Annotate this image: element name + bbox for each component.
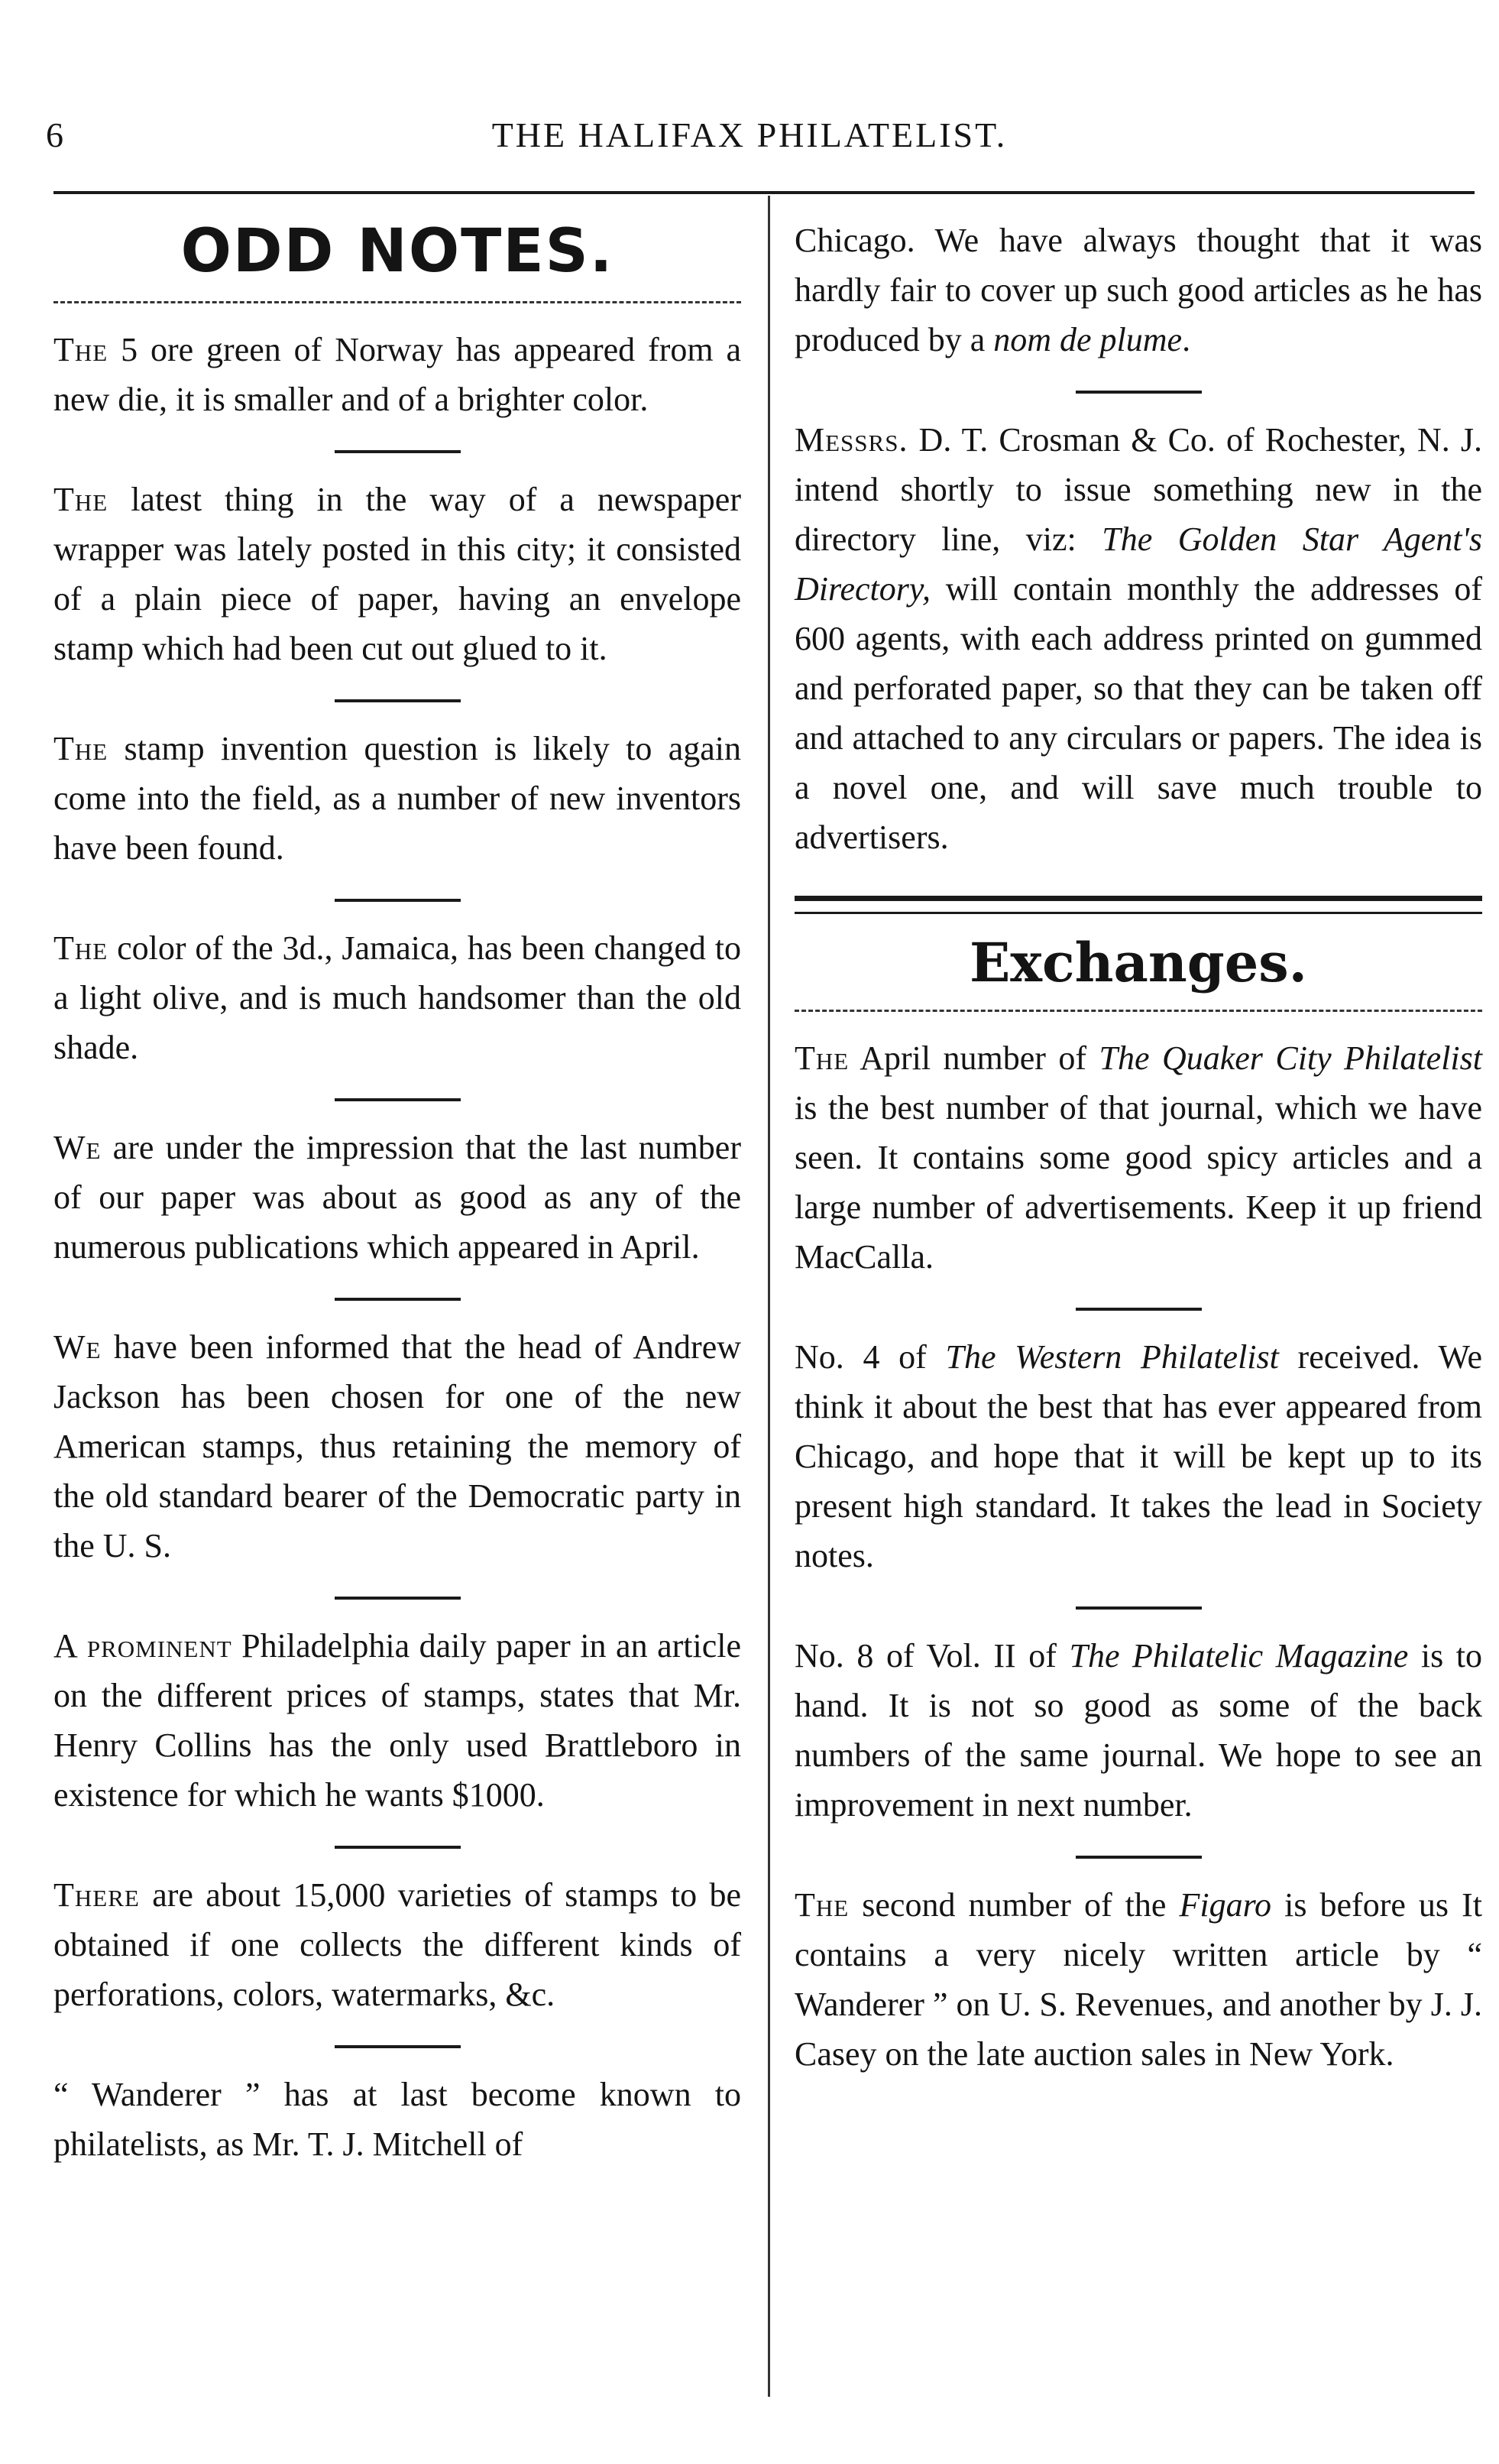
note-lead: The (795, 1039, 850, 1077)
exchange-paragraph (795, 1880, 1482, 2079)
page-header (0, 115, 1499, 168)
note-paragraph (53, 325, 741, 424)
note-lead: The (53, 481, 108, 518)
note-separator (335, 1597, 461, 1600)
right-column (795, 200, 1482, 2079)
note-separator (335, 1098, 461, 1101)
note-text: have been informed that the head of Andrew Jackson has been chosen for one of the new American stamps, thus retaining the memory of the old standard bearer of the Democratic party in the U. S. (53, 1328, 741, 1564)
note-lead: Messrs. (795, 421, 908, 459)
text-run: No. 4 of (795, 1338, 946, 1376)
note-lead: The (53, 331, 108, 368)
exchange-paragraph (795, 1631, 1482, 1830)
crosman-paragraph (795, 415, 1482, 862)
note-paragraph (53, 923, 741, 1072)
section-title-exchanges: Exchanges. (969, 931, 1308, 994)
page-number: 6 (46, 115, 63, 154)
title-rule (795, 1010, 1482, 1012)
note-text: color of the 3d., Jamaica, has been changed to a light olive, and is much handsomer than the old shade. (53, 929, 741, 1066)
note-lead: We (53, 1129, 102, 1166)
note-lead: A prominent (53, 1627, 232, 1665)
text-run: received. We think it about the best that has ever appeared from Chicago, and hope that it will be kept up to its present high standard. It takes the lead in Society notes. (795, 1338, 1482, 1574)
text-run: . (1182, 321, 1191, 358)
text-run: Chicago. We have always thought that it was hardly fair to cover up such good articles as he has produced by a (795, 222, 1482, 358)
exchange-paragraph (795, 1332, 1482, 1581)
note-text: 5 ore green of Norway has appeared from a new die, it is smaller and of a brighter color. (53, 331, 741, 418)
note-separator (1076, 1606, 1202, 1610)
note-paragraph (53, 724, 741, 873)
note-separator (335, 699, 461, 702)
note-lead: The (53, 929, 108, 967)
note-text: Philadelphia daily paper in an article on the different prices of stamps, states that Mr. Henry Collins has the only used Brattleboro in existence for which he wants $1000. (53, 1627, 741, 1814)
text-run: is before us It contains a very nicely written article by “ Wanderer ” on U. S. Revenues, and another by J. J. Casey on the late auction sales in New York. (795, 1886, 1482, 2073)
text-run: April number of (849, 1039, 1099, 1077)
text-run: is the best number of that journal, which we have seen. It contains some good spicy articles and a large number of advertisements. Keep it up friend MacCalla. (795, 1089, 1482, 1276)
note-separator (1076, 391, 1202, 394)
note-lead: The (795, 1886, 850, 1924)
title-rule (53, 301, 741, 303)
text-run: No. 8 of Vol. II of (795, 1637, 1070, 1675)
note-lead: There (53, 1876, 140, 1914)
note-paragraph (53, 1123, 741, 1272)
note-separator (335, 2045, 461, 2048)
exchange-paragraph (795, 1033, 1482, 1282)
section-title-odd-notes: ODD NOTES. (180, 217, 614, 286)
continued-paragraph (795, 216, 1482, 365)
text-run: is to hand. It is not so good as some of the back numbers of the same journal. We hope to see an improvement in next number. (795, 1637, 1483, 1824)
note-text: latest thing in the way of a newspaper wrapper was lately posted in this city; it consisted of a plain piece of paper, having an envelope stamp which had been cut out glued to it. (53, 481, 741, 667)
note-text: are about 15,000 varieties of stamps to be obtained if one collects the different kinds of perforations, colors, watermarks, &c. (53, 1876, 741, 2013)
note-paragraph (53, 475, 741, 673)
italic-run: The Philatelic Magazine (1069, 1637, 1409, 1675)
note-separator (335, 1846, 461, 1849)
left-column (53, 200, 741, 2169)
note-text: are under the impression that the last number of our paper was about as good as any of the numerous publications which appeared in April. (53, 1129, 741, 1266)
header-rule (53, 191, 1475, 194)
note-lead: The (53, 730, 108, 767)
note-text: “ Wanderer ” has at last become known to philatelists, as Mr. T. J. Mitchell of (53, 2076, 741, 2163)
italic-run: The Western Philatelist (945, 1338, 1279, 1376)
note-separator (335, 450, 461, 453)
text-run: will contain monthly the addresses of 600 agents, with each address printed on gummed and perforated paper, so that they can be taken off and attached to any circulars or papers. The idea is a novel one, and will save much trouble to advertisers. (795, 570, 1482, 856)
publication-title: THE HALIFAX PHILATELIST. (491, 115, 1008, 154)
note-separator (335, 1298, 461, 1301)
note-paragraph (53, 2070, 741, 2169)
column-divider (768, 196, 770, 2397)
italic-run: The Golden Star Agent's Directory, (795, 520, 1482, 608)
note-separator (1076, 1308, 1202, 1311)
note-paragraph (53, 1870, 741, 2019)
italic-run: Figaro (1179, 1886, 1272, 1924)
note-separator (335, 899, 461, 902)
note-paragraph (53, 1322, 741, 1571)
section-rule (795, 896, 1482, 914)
note-paragraph (53, 1621, 741, 1820)
note-text: stamp invention question is likely to again come into the field, as a number of new inventors have been found. (53, 730, 741, 867)
text-run: D. T. Crosman & Co. of Rochester, N. J. intend shortly to issue something new in the directory line, viz: (795, 421, 1482, 558)
note-separator (1076, 1856, 1202, 1859)
italic-run: nom de plume (993, 321, 1183, 358)
text-run: second number of the (849, 1886, 1180, 1924)
note-lead: We (53, 1328, 102, 1366)
italic-run: The Quaker City Philatelist (1099, 1039, 1482, 1077)
